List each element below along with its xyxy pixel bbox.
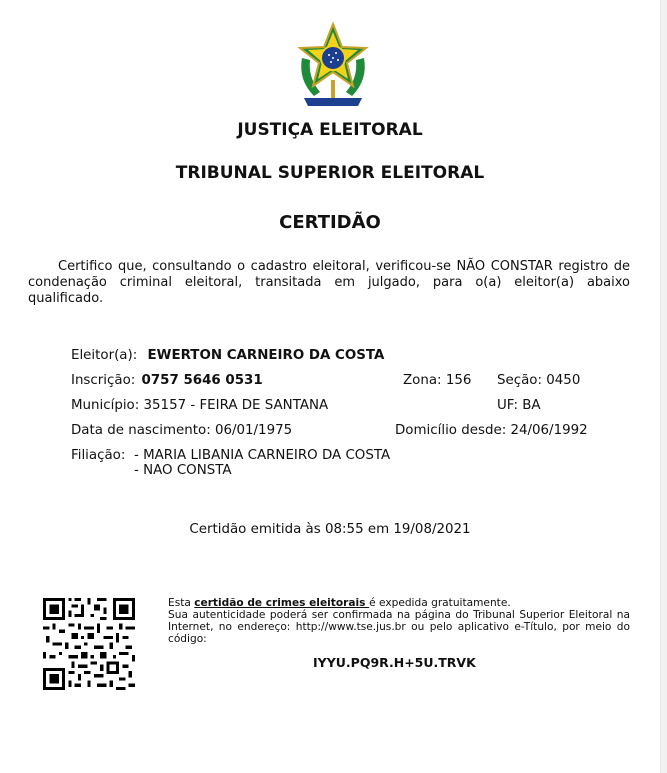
filiacao-item: - NAO CONSTA: [134, 463, 232, 478]
municipio-value: Município: 35157 - FEIRA DE SANTANA: [71, 398, 329, 413]
filiacao-label: Filiação:: [71, 448, 126, 463]
certification-text: [28, 259, 630, 307]
uf-value: UF: BA: [497, 398, 541, 413]
inscricao-label: Inscrição:: [71, 373, 136, 388]
verification-line-1: [168, 597, 630, 609]
certificate-type-link[interactable]: certidão de crimes eleitorais: [194, 597, 370, 609]
issued-timestamp: Certidão emitida às 08:55 em 19/08/2021: [189, 522, 471, 537]
authentication-code: IYYU.PQ9R.H+5U.TRVK: [313, 655, 476, 670]
page-edge: [660, 0, 667, 773]
filiacao-item: - MARIA LIBANIA CARNEIRO DA COSTA: [134, 448, 391, 463]
court-heading: TRIBUNAL SUPERIOR ELEITORAL: [175, 163, 485, 183]
secao-value: Seção: 0450: [497, 373, 581, 388]
zona-value: Zona: 156: [403, 373, 472, 388]
inscricao-row: [71, 373, 263, 388]
page-title: CERTIDÃO: [279, 212, 381, 233]
note-prefix: Esta: [168, 597, 195, 609]
note-suffix: é expedida gratuitamente.: [369, 597, 511, 609]
domicile-since-value: Domicílio desde: 24/06/1992: [395, 423, 588, 438]
verification-line-2: Sua autenticidade poderá ser confirmada na página do Tribunal Superior Eleitoral na Internet, no endereço: http://www.tse.jus.br ou pelo aplicativo e-Título, por meio do código:: [168, 609, 630, 645]
institution-heading: JUSTIÇA ELEITORAL: [237, 120, 423, 140]
brazil-coat-of-arms-icon: [292, 18, 374, 110]
inscricao-value: 0757 5646 0531: [141, 373, 263, 388]
verification-note: [168, 597, 630, 645]
certification-paragraph: Certifico que, consultando o cadastro eleitoral, verificou-se NÃO CONSTAR registro de condenação criminal eleitoral, transitada em julgado, para o(a) eleitor(a) abaixo qualificado.: [28, 259, 630, 306]
voter-name: EWERTON CARNEIRO DA COSTA: [147, 348, 385, 363]
birth-date-value: Data de nascimento: 06/01/1975: [71, 423, 293, 438]
voter-name-row: [71, 348, 384, 363]
qr-code-icon: [43, 598, 135, 690]
voter-name-label: Eleitor(a):: [71, 348, 138, 363]
